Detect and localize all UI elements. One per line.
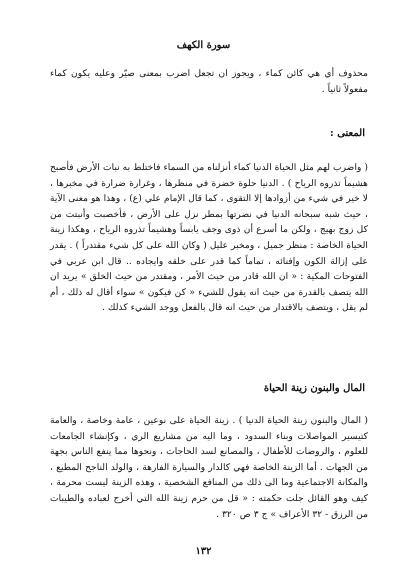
intro-paragraph: محذوف أي هي كائن كماء ، ويجوز ان تجعل اضرب بمعنى صيّر وعليه يكون كماء مفعولاً ثانياً .	[50, 68, 368, 95]
section-heading-wealth: المال والبنون زينة الحياة	[263, 383, 365, 394]
meaning-paragraph: ( واضرب لهم مثل الحياة الدنيا كماء أنزلناه من السماء فاختلط به نبات الأرض فأصبح هشيماً تذروه الرياح ) . الدنيا حلوة خضرة في منظرها ، وغرارة ضرارة في مخبرها ، لا خير في شيء من أزوادها إلا التقوى ، كما قال الإمام علي (ع) ، وهذا هو معنى الآية ، حيث شبه سبحانه الدنيا في نضرتها بمطر نزل على الأرض ، فأخصبت وأنبتت من كل زوج بهيج ، ولكن ما أسرع أن ذوى وجف يابساً وهشيماً تذروه الرياح ، وهكذا زينة الحياة الخاصة : منظر جميل ، ومخبر عليل ( وكان الله على كل شيء مقتدراً ) . يقدر على إزالة الكون وإفنائه ، تماماً كما قدر على خلقه وايجاده .. قال ابن عربي في الفتوحات المكية : « ان الله قادر من حيث الأمر ، ومقتدر من حيث الخلق » يريد ان الله يتصف بالقدرة من حيث انه يقول للشيء « كن فيكون » سواء أقال له ذلك ، أم لم يقل ، ويتصف بالاقتدار من حيث انه قال بالفعل ووجد الشيء كذلك .	[50, 162, 368, 314]
page-number: ١٣٢	[195, 546, 212, 557]
surah-header-title: سورة الكهف	[176, 40, 231, 51]
wealth-paragraph: ( المال والبنون زينة الحياة الدنيا ) . زينة الحياة على نوعين ، عامة وخاصة ، والعامة كتيسير المواصلات وبناء السدود ، وما اليه من مشاريع الري ، وكإنشاء الجامعات للعلوم ، والروضات للأطفال ، والمصانع لسد الحاجات ، ونحوها مما ينفع الناس بجهة من الجهات . أما الزينة الخاصة فهي كالدار والسيارة الفارهة ، والولد الناجح المطيع ، والمكانة الاجتماعية وما الى ذلك من المنافع الشخصية ، وهذه الزينة ليست محرمة ، كيف وهو القائل جلت حكمته : « قل من حرم زينة الله التي أخرج لعباده والطيبات من الرزق - ٣٢ الأعراف » ج ٣ ص ٣٢٠ .	[50, 415, 368, 520]
section-heading-meaning: المعنى :	[330, 128, 365, 139]
